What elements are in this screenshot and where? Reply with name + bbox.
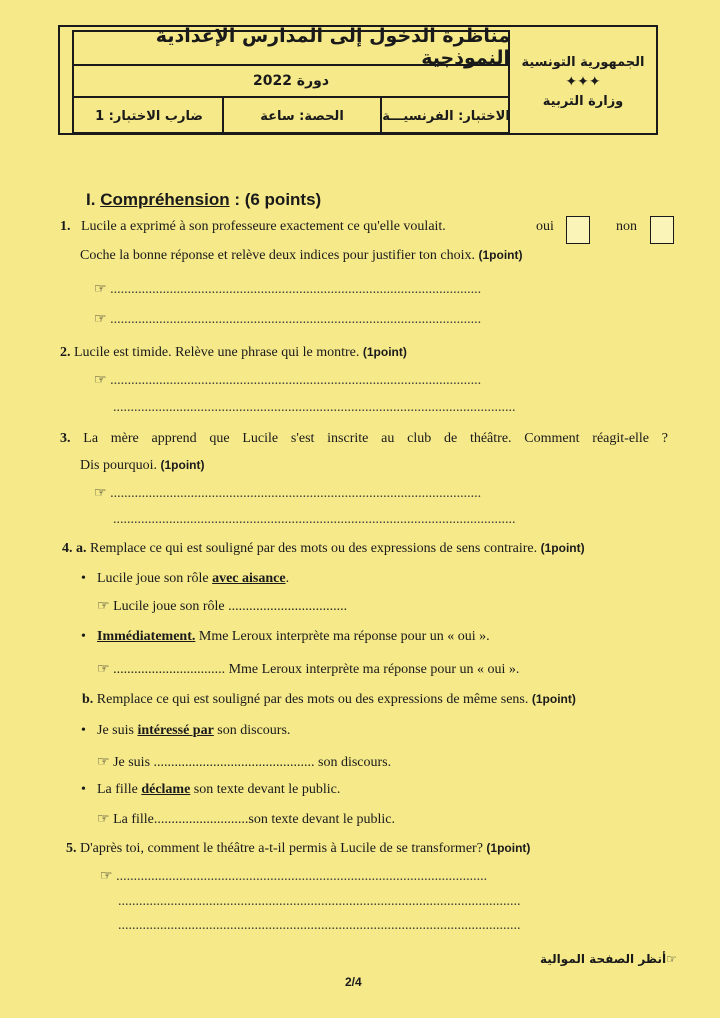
q4b1-answer-post: son discours. bbox=[318, 755, 392, 770]
answer-dots: .......................................................................................................... bbox=[110, 486, 482, 501]
q1-number: 1. bbox=[60, 219, 71, 234]
q4b-item-1 bbox=[97, 723, 290, 739]
section-points: : (6 points) bbox=[234, 190, 322, 209]
q4b1-answer[interactable] bbox=[97, 754, 391, 771]
q4a1-post: . bbox=[285, 571, 290, 586]
q1-instruction bbox=[80, 248, 523, 264]
next-page-text: أنظر الصفحة الموالية bbox=[540, 952, 667, 966]
q1-text: Lucile a exprimé à son professeure exactement ce qu'elle voulait. bbox=[81, 219, 446, 234]
q1-oui-checkbox[interactable] bbox=[566, 216, 590, 244]
duration-cell: الحصة: ساعة bbox=[222, 98, 380, 134]
q1-oui-label: oui bbox=[536, 219, 554, 234]
q4a1-answer[interactable] bbox=[97, 598, 347, 615]
pointer-icon: ☞ bbox=[100, 869, 113, 884]
q3-answer-line-1[interactable] bbox=[94, 485, 481, 502]
section-name: Compréhension bbox=[100, 190, 230, 209]
republic-label: الجمهورية التونسية bbox=[521, 55, 645, 70]
pointer-icon: ☞ bbox=[97, 755, 110, 770]
q1-points: (1point) bbox=[478, 248, 523, 262]
answer-dots: .......................................................................................................... bbox=[110, 312, 482, 327]
q4b-question bbox=[82, 692, 576, 708]
q4a-item-2 bbox=[97, 629, 490, 645]
q4b2-answer-post: son texte devant le public. bbox=[248, 812, 395, 827]
q4a2-answer[interactable] bbox=[97, 661, 519, 678]
q5-points: (1point) bbox=[486, 841, 531, 855]
subject-cell: الاختبار: الفرنسيـــة bbox=[380, 98, 510, 134]
q3-answer-line-2[interactable]: ................................................................................................................... bbox=[113, 512, 516, 527]
q1-non-checkbox[interactable] bbox=[650, 216, 674, 244]
q5-number: 5. bbox=[66, 841, 77, 856]
q1-instruction-text: Coche la bonne réponse et relève deux indices pour justifier ton choix. bbox=[80, 248, 475, 263]
q1-answer-line-2[interactable] bbox=[94, 311, 481, 328]
q3-number: 3. bbox=[60, 431, 71, 446]
q3-text-2: Dis pourquoi. bbox=[80, 458, 157, 473]
q4b1-underlined: intéressé par bbox=[137, 723, 214, 738]
q4a-item-1 bbox=[97, 571, 289, 587]
q4a1-underlined: avec aisance bbox=[212, 571, 286, 586]
contest-title: مناظرة الدخول إلى المدارس الإعدادية النموذجية bbox=[72, 30, 510, 66]
exam-details-row bbox=[72, 98, 510, 134]
ministry-label: وزارة التربية bbox=[542, 94, 624, 109]
q4b-text: Remplace ce qui est souligné par des mots ou des expressions de même sens. bbox=[96, 692, 529, 707]
q4b1-answer-text: Je suis .............................................. bbox=[113, 755, 315, 770]
q4b-item-2 bbox=[97, 782, 340, 798]
page-number: 2/4 bbox=[345, 975, 362, 989]
q4a1-pre: Lucile joue son rôle bbox=[97, 571, 213, 586]
q4a2-answer-post: Mme Leroux interprète ma réponse pour un « oui ». bbox=[228, 662, 520, 677]
pointer-icon: ☞ bbox=[94, 282, 107, 297]
answer-dots: .......................................................................................................... bbox=[110, 282, 482, 297]
pointer-icon: ☞ bbox=[94, 312, 107, 327]
q4b2-answer-text: La fille........................... bbox=[113, 812, 249, 827]
q2-points: (1point) bbox=[362, 345, 407, 359]
q3-points: (1point) bbox=[160, 458, 205, 472]
q4a-points: (1point) bbox=[540, 541, 585, 555]
q5-answer-line-2[interactable]: ................................................................................................................... bbox=[118, 894, 521, 909]
q4a-label: a. bbox=[76, 541, 87, 556]
answer-dots: .......................................................................................................... bbox=[110, 373, 482, 388]
answer-dots: .......................................................................................................... bbox=[116, 869, 488, 884]
q3-question-line-2 bbox=[80, 458, 205, 474]
q4a2-answer-dots: ................................ bbox=[113, 662, 226, 677]
q2-number: 2. bbox=[60, 345, 71, 360]
pointer-icon: ☞ bbox=[94, 373, 107, 388]
q2-answer-line-1[interactable] bbox=[94, 372, 481, 389]
ministry-block bbox=[510, 30, 656, 134]
q5-answer-line-3[interactable]: ................................................................................................................... bbox=[118, 918, 521, 933]
q4-number: 4. bbox=[62, 541, 73, 556]
stars-emblem: ✦✦✦ bbox=[565, 74, 601, 90]
q4b-label: b. bbox=[82, 692, 94, 707]
q4b1-pre: Je suis bbox=[97, 723, 138, 738]
pointer-icon: ☞ bbox=[97, 662, 110, 677]
q4a1-answer-text: Lucile joue son rôle .................................. bbox=[113, 599, 348, 614]
q2-text: Lucile est timide. Relève une phrase qui le montre. bbox=[74, 345, 360, 360]
pointer-icon: ☞ bbox=[94, 486, 107, 501]
q4b1-post: son discours. bbox=[213, 723, 291, 738]
q3-text: La mère apprend que Lucile s'est inscrite au club de théâtre. Comment réagit-elle ? bbox=[83, 431, 668, 446]
q1-answer-line-1[interactable] bbox=[94, 281, 481, 298]
q4a2-underlined: Immédiatement. bbox=[97, 629, 196, 644]
session-label: دورة 2022 bbox=[72, 66, 510, 98]
q4a-text: Remplace ce qui est souligné par des mots ou des expressions de sens contraire. bbox=[90, 541, 538, 556]
pointer-icon: ☞ bbox=[97, 599, 110, 614]
q3-question bbox=[60, 431, 668, 447]
q4b2-pre: La fille bbox=[97, 782, 142, 797]
q4b2-post: son texte devant le public. bbox=[190, 782, 341, 797]
q4a2-post: Mme Leroux interprète ma réponse pour un « oui ». bbox=[195, 629, 490, 644]
q2-answer-line-2[interactable]: ................................................................................................................... bbox=[113, 400, 516, 415]
section-title bbox=[86, 190, 321, 210]
q4b2-underlined: déclame bbox=[141, 782, 191, 797]
q4a-question bbox=[62, 541, 585, 557]
q2-question bbox=[60, 345, 407, 361]
q1-non-label: non bbox=[616, 219, 637, 234]
next-page-note bbox=[540, 952, 677, 966]
section-number: I. bbox=[86, 190, 96, 209]
coefficient-cell: ضارب الاختبار: 1 bbox=[95, 108, 203, 124]
q4b-points: (1point) bbox=[531, 692, 576, 706]
pointer-icon: ☞ bbox=[97, 812, 110, 827]
q4b2-answer[interactable] bbox=[97, 811, 395, 828]
q5-text: D'après toi, comment le théâtre a-t-il permis à Lucile de se transformer? bbox=[80, 841, 483, 856]
pointer-icon: ☞ bbox=[666, 952, 677, 966]
q5-answer-line-1[interactable] bbox=[100, 868, 487, 885]
q5-question bbox=[66, 841, 530, 857]
